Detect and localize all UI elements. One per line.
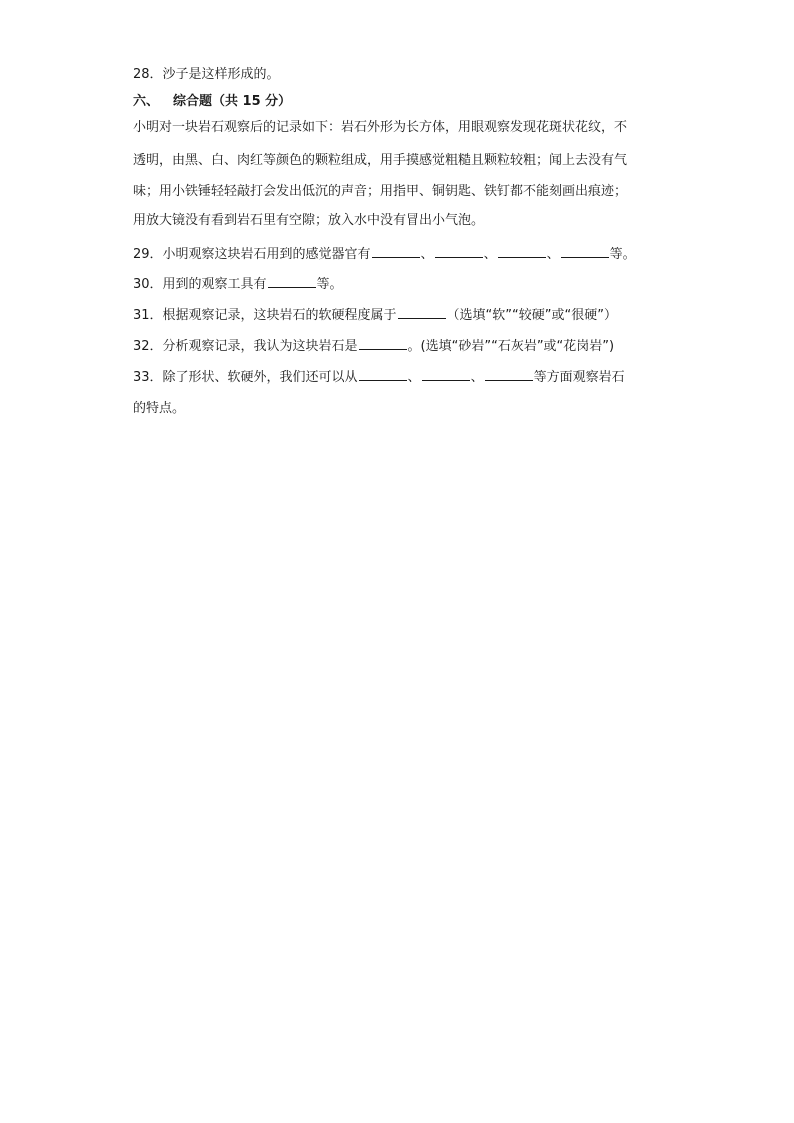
question-30-suffix: 等。 (316, 277, 343, 292)
question-31-suffix: （选填“软”“较硬”或“很硬”） (446, 308, 617, 323)
question-30-text: 30．用到的观察工具有 (133, 277, 267, 292)
separator: 、 (483, 247, 497, 262)
answer-blank[interactable] (268, 275, 316, 288)
question-33-text: 33．除了形状、软硬外，我们还可以从 (133, 370, 358, 385)
question-32-suffix: 。(选填“砂岩”“石灰岩”或“花岗岩”) (407, 339, 615, 354)
question-29-text: 29．小明观察这块岩石用到的感觉器官有 (133, 247, 371, 262)
question-29-suffix: 等。 (609, 247, 636, 262)
question-31-text: 31．根据观察记录，这块岩石的软硬程度属于 (133, 308, 397, 323)
passage-line-1: 小明对一块岩石观察后的记录如下：岩石外形为长方体，用眼观察发现花斑状花纹，不 (133, 120, 628, 135)
question-33-line-2: 的特点。 (133, 401, 186, 416)
passage-line-3: 味；用小铁锤轻轻敲打会发出低沉的声音；用指甲、铜钥匙、铁钉都不能刻画出痕迹； (133, 184, 628, 199)
answer-blank[interactable] (359, 368, 407, 381)
question-29 (133, 245, 693, 264)
answer-blank[interactable] (561, 245, 609, 258)
question-33 (133, 368, 693, 387)
question-33-suffix: 等方面观察岩石 (533, 370, 625, 385)
question-32-text: 32．分析观察记录，我认为这块岩石是 (133, 339, 358, 354)
answer-blank[interactable] (498, 245, 546, 258)
answer-blank[interactable] (372, 245, 420, 258)
answer-blank[interactable] (359, 337, 407, 350)
answer-blank[interactable] (485, 368, 533, 381)
answer-blank[interactable] (422, 368, 470, 381)
section-heading (133, 93, 693, 111)
separator: 、 (470, 370, 484, 385)
separator: 、 (407, 370, 421, 385)
question-32 (133, 337, 693, 356)
separator: 、 (420, 247, 434, 262)
section-title: 综合题（共 15 分） (173, 94, 292, 109)
answer-blank[interactable] (435, 245, 483, 258)
question-30 (133, 275, 693, 294)
passage-line-2: 透明，由黑、白、肉红等颜色的颗粒组成，用手摸感觉粗糙且颗粒较粗；闻上去没有气 (133, 153, 628, 168)
passage-line-4: 用放大镜没有看到岩石里有空隙；放入水中没有冒出小气泡。 (133, 213, 485, 228)
question-28: 28．沙子是这样形成的。 (133, 67, 280, 82)
section-number: 六、 (133, 94, 160, 109)
answer-blank[interactable] (398, 306, 446, 319)
question-31 (133, 306, 693, 325)
separator: 、 (546, 247, 560, 262)
